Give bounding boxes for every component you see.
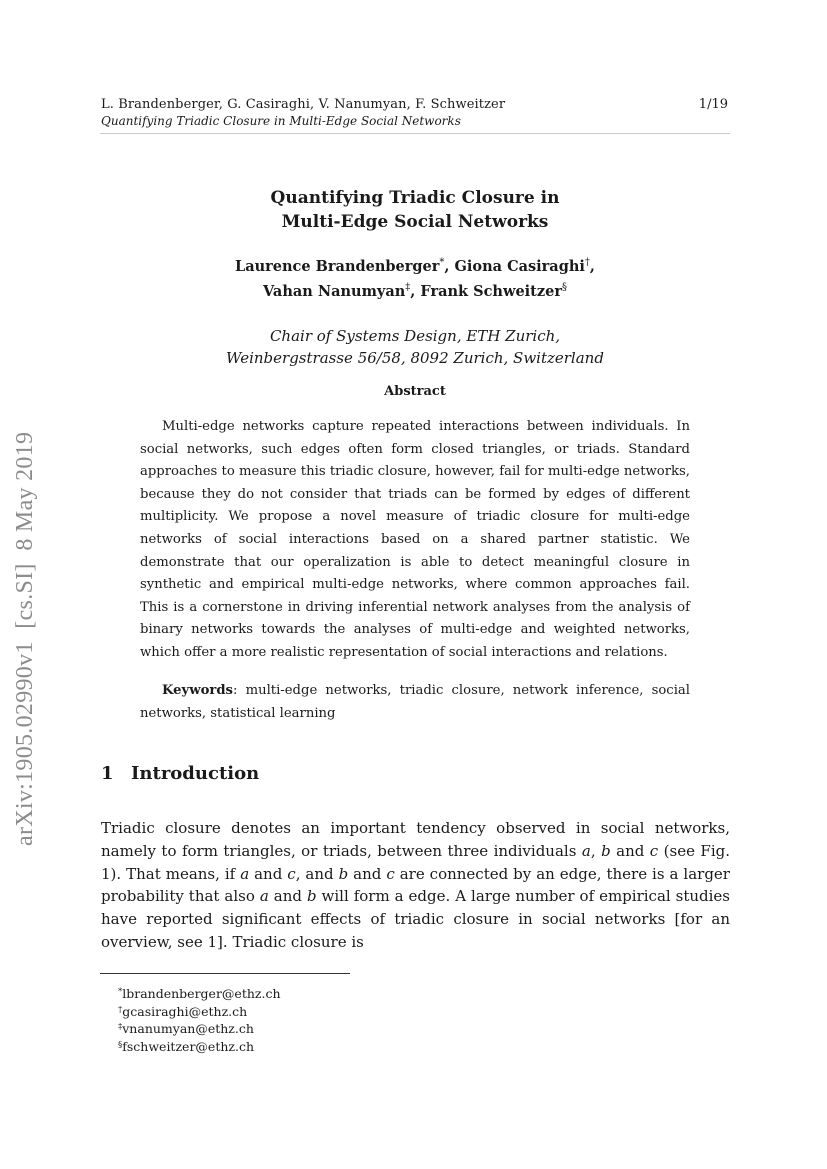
abstract-heading: Abstract [384,384,446,399]
intro-paragraph [101,817,730,954]
footnote-rule [100,973,350,974]
math-variable: b [338,864,349,883]
abstract-text: Multi-edge networks capture repeated interactions between individuals. In social networks, such edges often form closed triangles, or triads. Standard approaches to measure this triadic closure, however, fail for multi-edge networks, because they do not consider that triads can be formed by edges of different multiplicity. We propose a novel measure of triadic closure for multi-edge networks of social interactions based on a shared partner statistic. We demonstrate that our operalization is able to detect meaningful closure in synthetic and empirical multi-edge networks, where common approaches fail. This is a cornerstone in driving inferential network analyses from the analysis of binary networks towards the analyses of multi-edge and weighted networks, which offer a more realistic representation of social interactions and relations. [140,419,690,660]
author-list-line-2 [100,283,730,300]
section-title: Introduction [131,763,260,784]
math-variable: b [601,841,611,860]
intro-text: and [249,864,288,883]
footnote-mark: § [118,1039,123,1050]
math-variable: c [649,841,659,860]
footnote-marker: † [584,257,590,268]
author-name: Frank Schweitzer [420,283,562,300]
intro-text: Triadic closure denotes an important tendency observed in social networks, namely to form triangles, or triads, between three individuals [101,819,730,860]
intro-text: will form a edge. A large number of empirical studies have reported significant effects of triadic closure in social networks [for an overview, see 1]. Triadic closure is [101,887,731,951]
footnote-mark: * [118,987,123,997]
affiliation-line-1: Chair of Systems Design, ETH Zurich, [269,327,561,345]
author-list-line-1 [100,258,730,275]
footnote-email[interactable]: fschweitzer@ethz.ch [122,1038,255,1054]
footnote-mark: † [118,1004,123,1015]
author-name: Vahan Nanumyan [263,283,406,300]
author-separator: , [444,258,455,275]
section-number: 1 [101,763,114,784]
footnotes [118,985,281,1055]
footnote-marker: § [561,282,567,293]
intro-text: and [610,841,650,860]
intro-text: , [590,841,602,860]
author-name: Laurence Brandenberger [235,258,440,275]
footnote-marker: * [439,257,445,268]
footnote-mark: ‡ [118,1022,123,1032]
intro-text: and [348,864,387,883]
intro-text: (see Fig. 1). That means, if [101,841,730,883]
math-variable: b [306,887,317,906]
keywords-label: Keywords [162,683,233,698]
footnote-email[interactable]: lbrandenberger@ethz.ch [122,986,281,1001]
author-separator: , [589,258,595,275]
keywords [140,680,690,725]
footnote [118,1038,281,1056]
math-variable: c [287,864,296,883]
author-name: Giona Casiraghi [454,258,585,275]
math-variable: a [581,841,591,860]
footnote [118,1020,281,1038]
running-header-title: Quantifying Triadic Closure in Multi-Edge Social Networks [101,114,461,128]
running-header-authors: L. Brandenberger, G. Casiraghi, V. Nanumyan, F. Schweitzer [101,97,506,112]
intro-text: , and [295,864,339,883]
footnote [118,1003,281,1021]
page-number: 1/19 [698,97,728,112]
footnote-email[interactable]: vnanumyan@ethz.ch [122,1021,254,1036]
math-variable: c [386,864,395,883]
intro-text: are connected by an edge, there is a larger probability that also [101,864,730,906]
footnote [118,985,281,1003]
author-separator: , [410,283,421,300]
header-rule [100,133,730,134]
math-variable: a [259,887,269,906]
footnote-email[interactable]: gcasiraghi@ethz.ch [122,1003,248,1019]
intro-text: and [268,887,307,906]
arxiv-identifier: arXiv:1905.02990v1 [cs.SI] 8 May 2019 [12,431,38,846]
paper-title-line-1: Quantifying Triadic Closure in [270,188,560,208]
paper-title-line-2: Multi-Edge Social Networks [281,212,549,232]
math-variable: a [240,864,250,883]
affiliation-line-2: Weinbergstrasse 56/58, 8092 Zurich, Switzerland [226,349,604,367]
keywords-text: : multi-edge networks, triadic closure, network inference, social networks, statistical learning [140,683,690,721]
footnote-marker: ‡ [405,282,411,293]
